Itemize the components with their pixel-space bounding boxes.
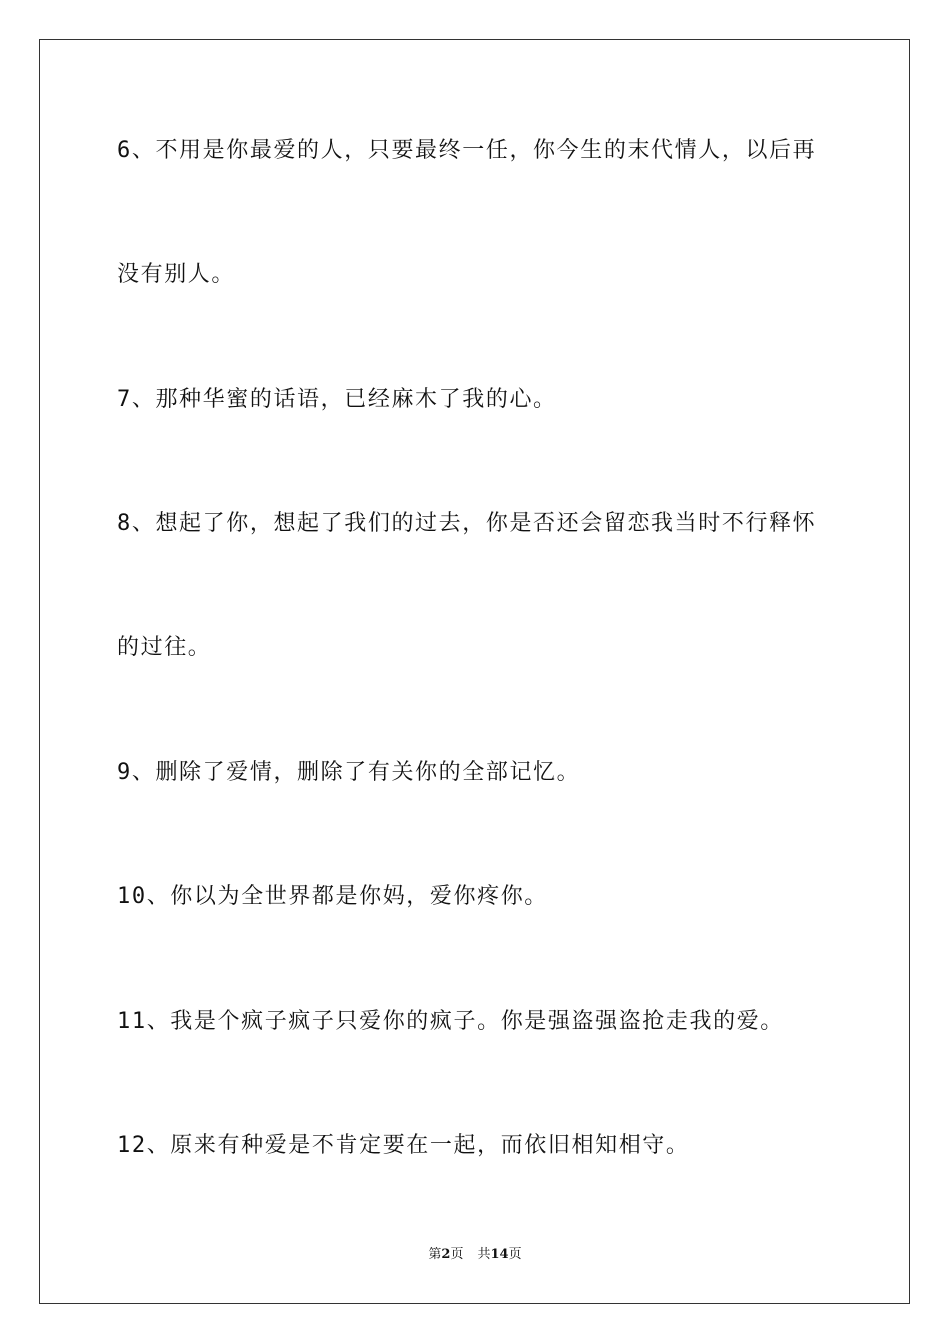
total-suffix: 页 xyxy=(508,1247,522,1262)
text-line-item-10: 10、你以为全世界都是你妈，爱你疼你。 xyxy=(117,884,548,909)
text-line-item-6-continued: 没有别人。 xyxy=(117,262,236,287)
page-frame xyxy=(39,39,910,1304)
page-prefix: 第 xyxy=(428,1247,442,1262)
text-line-item-7: 7、那种华蜜的话语，已经麻木了我的心。 xyxy=(117,387,557,412)
text-line-item-9: 9、删除了爱情，删除了有关你的全部记忆。 xyxy=(117,760,581,785)
page-suffix: 页 xyxy=(450,1247,464,1262)
page-current-number: 2 xyxy=(441,1247,451,1262)
text-line-item-11: 11、我是个疯子疯子只爱你的疯子。你是强盗强盗抢走我的爱。 xyxy=(117,1009,784,1034)
page-total-number: 14 xyxy=(490,1247,509,1262)
text-line-item-8: 8、想起了你，想起了我们的过去，你是否还会留恋我当时不行释怀 xyxy=(117,511,817,536)
text-line-item-8-continued: 的过往。 xyxy=(117,635,212,660)
text-line-item-6: 6、不用是你最爱的人，只要最终一任，你今生的末代情人，以后再 xyxy=(117,138,817,163)
total-prefix: 共 xyxy=(477,1247,491,1262)
page-footer xyxy=(0,1246,950,1264)
text-line-item-12: 12、原来有种爱是不肯定要在一起，而依旧相知相守。 xyxy=(117,1133,690,1158)
